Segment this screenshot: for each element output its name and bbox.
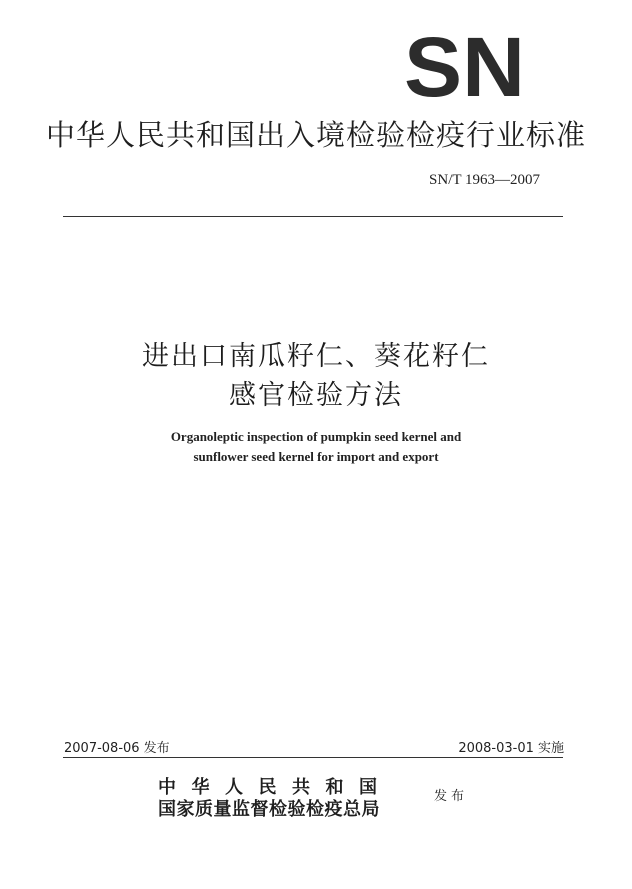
- standard-number: SN/T 1963—2007: [429, 172, 540, 188]
- sn-logo-text: SN: [404, 30, 525, 98]
- issue-date: 2007-08-06 发布: [64, 741, 170, 756]
- title-cn-line2: 感官检验方法: [229, 380, 403, 411]
- bottom-divider: [63, 757, 563, 758]
- title-en-line1: Organoleptic inspection of pumpkin seed kernel and: [170, 429, 462, 444]
- publisher-line1: 中华人民共和国: [158, 777, 393, 798]
- title-en-line2: sunflower seed kernel for import and export: [193, 449, 439, 464]
- release-label: 发布: [434, 789, 469, 804]
- publisher-line2: 国家质量监督检验检疫总局: [158, 799, 380, 820]
- top-divider: [63, 216, 563, 217]
- title-cn-line1: 进出口南瓜籽仁、葵花籽仁: [142, 341, 490, 372]
- standard-organization: 中华人民共和国出入境检验检疫行业标准: [45, 118, 586, 152]
- implementation-date: 2008-03-01 实施: [458, 741, 564, 756]
- sn-logo: [403, 30, 526, 98]
